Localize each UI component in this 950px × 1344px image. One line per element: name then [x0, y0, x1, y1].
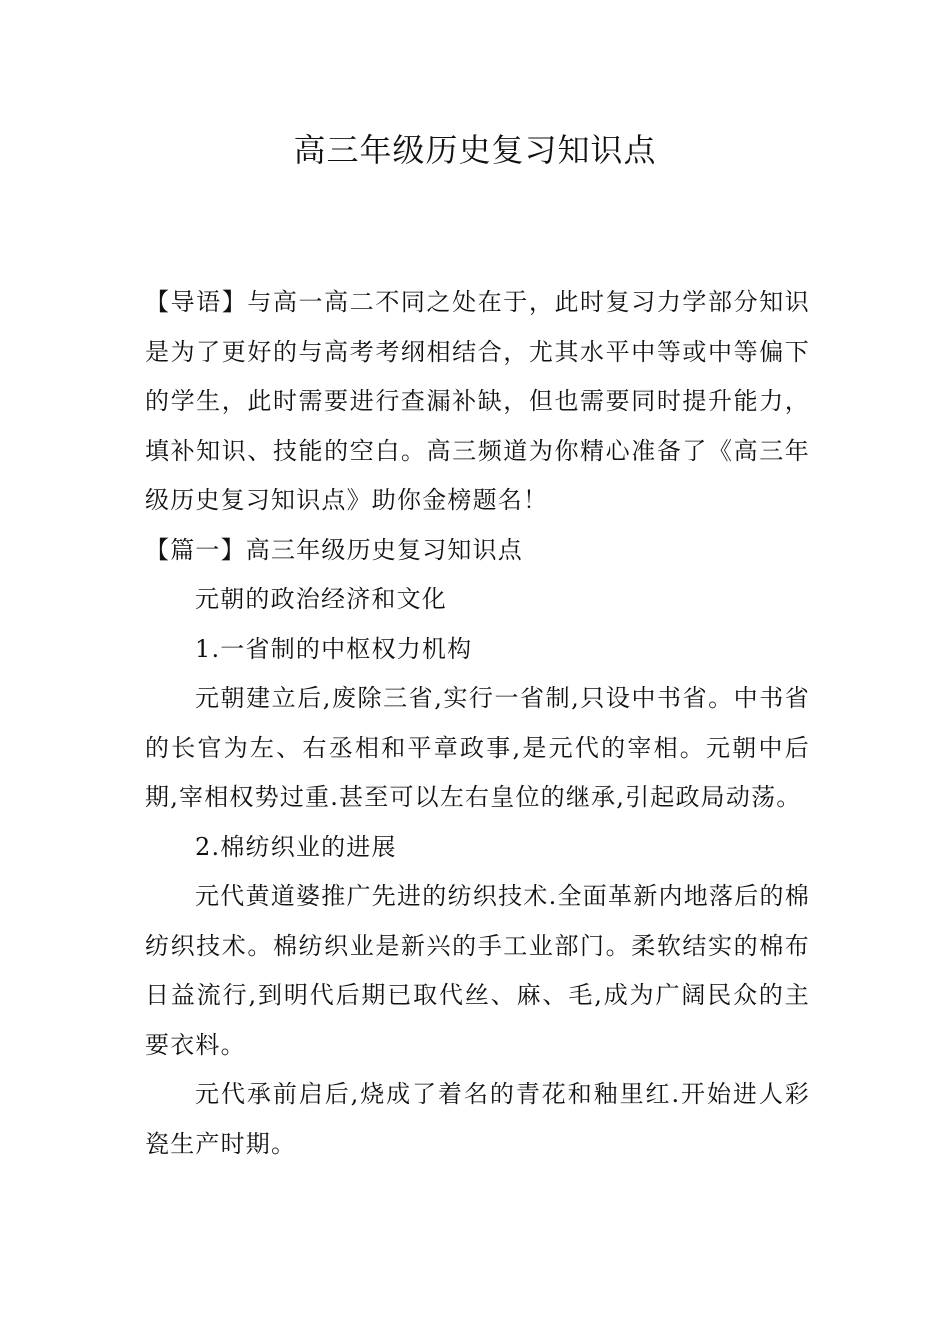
item2-paragraph: 元代黄道婆推广先进的纺织技术.全面革新内地落后的棉纺织技术。棉纺织业是新兴的手工业部门。柔软结实的棉布日益流行,到明代后期已取代丝、麻、毛,成为广阔民众的主要衣料。 — [145, 882, 810, 1059]
item2-title: 2.棉纺织业的进展 — [195, 832, 397, 861]
item1-paragraph: 元朝建立后,废除三省,实行一省制,只设中书省。中书省的长官为左、右丞相和平章政事,是元代的宰相。元朝中后期,宰相权势过重.甚至可以左右皇位的继承,引起政局动荡。 — [145, 684, 810, 811]
subheading: 元朝的政治经济和文化 — [195, 585, 447, 613]
document-body — [145, 278, 810, 1169]
item2-paragraph-2: 元代承前启后,烧成了着名的青花和釉里红.开始进人彩瓷生产时期。 — [145, 1080, 810, 1158]
intro-paragraph: 【导语】与高一高二不同之处在于，此时复习力学部分知识是为了更好的与高考考纲相结合，尤其水平中等或中等偏下的学生，此时需要进行查漏补缺，但也需要同时提升能力，填补知识、技能的空白。高三频道为你精心准备了《高三年级历史复习知识点》助你金榜题名！ — [145, 288, 810, 514]
section-heading: 【篇一】高三年级历史复习知识点 — [145, 535, 523, 564]
page-title: 高三年级历史复习知识点 — [293, 131, 657, 169]
item1-title: 1.一省制的中枢权力机构 — [195, 634, 473, 663]
